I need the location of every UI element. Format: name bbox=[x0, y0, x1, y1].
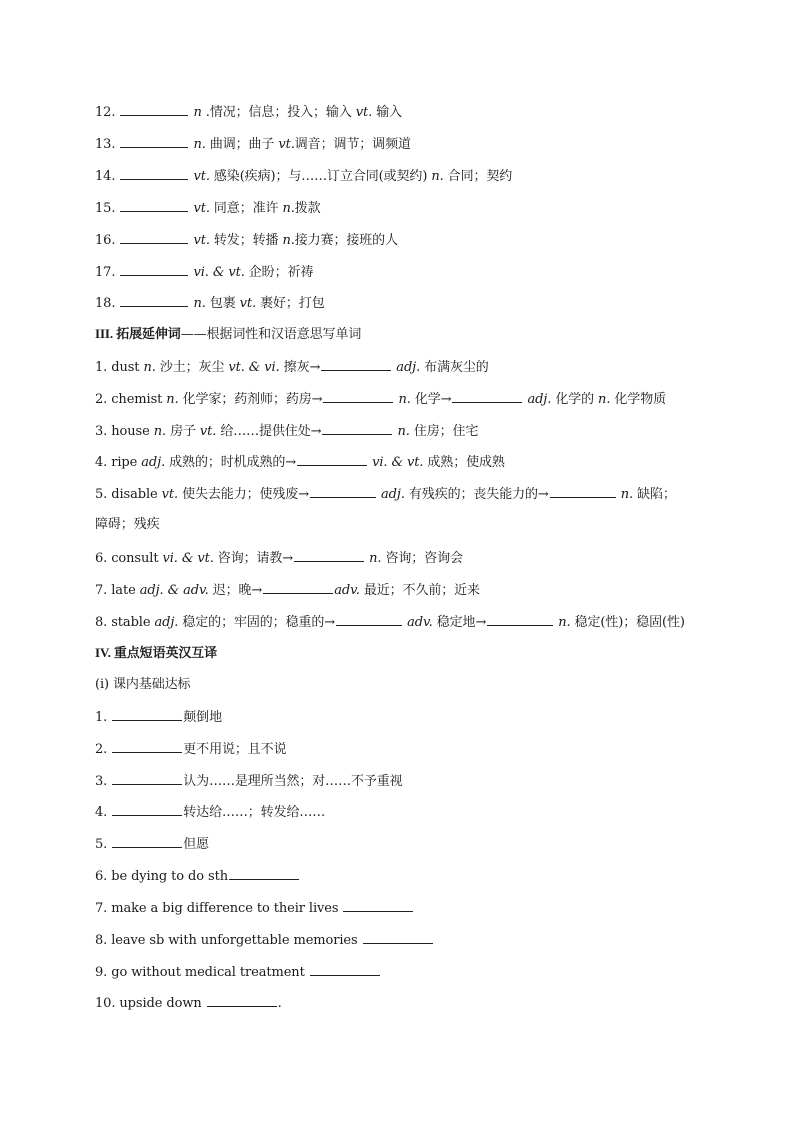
definition: 企盼；祈祷 bbox=[244, 265, 314, 280]
answer-blank[interactable] bbox=[112, 834, 182, 848]
phrase-item-1 bbox=[95, 707, 715, 727]
definition: 稳定地→ bbox=[432, 615, 487, 630]
answer-blank[interactable] bbox=[487, 612, 553, 626]
part-of-speech: vt. bbox=[193, 233, 210, 248]
phrase-meaning: 认为……是理所当然；对……不予重视 bbox=[183, 774, 403, 789]
definition: 裹好；打包 bbox=[256, 296, 325, 311]
section-title: 重点短语英汉互译 bbox=[113, 646, 218, 661]
definition: 沙土；灰尘 bbox=[155, 360, 229, 375]
part-of-speech: n. bbox=[166, 392, 179, 407]
headword: 7. late bbox=[95, 583, 140, 598]
ext-item-5 bbox=[95, 484, 715, 504]
phrase-item-7 bbox=[95, 898, 715, 918]
subsection-heading bbox=[95, 676, 715, 694]
item-number: 3. bbox=[95, 774, 108, 789]
ext-item-4 bbox=[95, 452, 715, 472]
definition: 房子 bbox=[166, 424, 200, 439]
part-of-speech: vi. & vt. bbox=[368, 455, 424, 470]
phrase-english: 10. upside down bbox=[95, 996, 206, 1011]
item-number: 12. bbox=[95, 105, 116, 120]
definition: .情况；信息；投入；输入 bbox=[201, 105, 356, 120]
part-of-speech: n bbox=[193, 105, 202, 120]
item-number: 14. bbox=[95, 169, 116, 184]
item-number: 15. bbox=[95, 201, 116, 216]
definition: 缺陷； bbox=[633, 487, 676, 502]
definition: 咨询；咨询会 bbox=[381, 551, 463, 566]
answer-blank[interactable] bbox=[322, 421, 392, 435]
phrase-item-10 bbox=[95, 993, 715, 1013]
part-of-speech: n. bbox=[282, 233, 295, 248]
answer-blank[interactable] bbox=[343, 898, 413, 912]
ext-item-2 bbox=[95, 389, 715, 409]
definition: 拨款 bbox=[294, 201, 321, 216]
part-of-speech: n. bbox=[431, 169, 444, 184]
answer-blank[interactable] bbox=[112, 707, 182, 721]
answer-blank[interactable] bbox=[452, 389, 522, 403]
vocab-item-16 bbox=[95, 230, 715, 250]
phrase-item-4 bbox=[95, 802, 715, 822]
answer-blank[interactable] bbox=[207, 993, 277, 1007]
item-number: 16. bbox=[95, 233, 116, 248]
definition: 接力赛；接班的人 bbox=[294, 233, 398, 248]
answer-blank[interactable] bbox=[321, 357, 391, 371]
vocab-item-12 bbox=[95, 102, 715, 122]
answer-blank[interactable] bbox=[336, 612, 402, 626]
phrase-item-5 bbox=[95, 834, 715, 854]
ext-item-8 bbox=[95, 612, 715, 632]
item-number: 1. bbox=[95, 710, 108, 725]
part-of-speech: adj. bbox=[523, 392, 552, 407]
definition: 迟；晚→ bbox=[208, 583, 263, 598]
part-of-speech: vi. & vt. bbox=[193, 265, 245, 280]
part-of-speech: vt. bbox=[199, 424, 217, 439]
answer-blank[interactable] bbox=[120, 166, 188, 180]
answer-blank[interactable] bbox=[120, 102, 188, 116]
ext-item-1 bbox=[95, 357, 715, 377]
part-of-speech: adj. bbox=[154, 615, 179, 630]
definition: 感染(疾病)；与……订立合同(或契约) bbox=[209, 169, 432, 184]
part-of-speech: vt. bbox=[193, 201, 210, 216]
part-of-speech: vt. bbox=[355, 105, 373, 120]
phrase-meaning: 颠倒地 bbox=[183, 710, 222, 725]
definition: 有残疾的；丧失能力的→ bbox=[404, 487, 549, 502]
phrase-item-2 bbox=[95, 739, 715, 759]
definition: 化学→ bbox=[410, 392, 452, 407]
answer-blank[interactable] bbox=[550, 484, 616, 498]
subsection-title: (i) 课内基础达标 bbox=[95, 677, 191, 692]
section-title: 拓展延伸词 bbox=[116, 327, 181, 342]
headword: 1. dust bbox=[95, 360, 144, 375]
definition: 成熟的；时机成熟的→ bbox=[165, 455, 297, 470]
answer-blank[interactable] bbox=[323, 389, 393, 403]
phrase-item-8 bbox=[95, 930, 715, 950]
headword: 6. consult bbox=[95, 551, 163, 566]
phrase-english: 9. go without medical treatment bbox=[95, 965, 309, 980]
definition: 障碍；残疾 bbox=[95, 517, 160, 532]
part-of-speech: adv. bbox=[334, 583, 360, 598]
definition: 住房；住宅 bbox=[409, 424, 479, 439]
vocab-item-15 bbox=[95, 198, 715, 218]
part-of-speech: n. bbox=[365, 551, 382, 566]
item-number: 2. bbox=[95, 742, 108, 757]
vocab-item-13 bbox=[95, 134, 715, 154]
definition: 使失去能力；使残废→ bbox=[178, 487, 309, 502]
answer-blank[interactable] bbox=[120, 230, 188, 244]
answer-blank[interactable] bbox=[120, 293, 188, 307]
definition: 咨询；请教→ bbox=[213, 551, 294, 566]
part-of-speech: n. bbox=[143, 360, 156, 375]
answer-blank[interactable] bbox=[297, 452, 367, 466]
answer-blank[interactable] bbox=[112, 802, 182, 816]
ext-item-5-continued bbox=[95, 516, 715, 534]
phrase-meaning: 转达给……；转发给…… bbox=[183, 805, 326, 820]
part-of-speech: n. bbox=[393, 424, 410, 439]
part-of-speech: vi. & vt. bbox=[162, 551, 214, 566]
item-number: 13. bbox=[95, 137, 116, 152]
part-of-speech: vt. & vi. bbox=[228, 360, 280, 375]
answer-blank[interactable] bbox=[120, 134, 188, 148]
answer-blank[interactable] bbox=[120, 198, 188, 212]
answer-blank[interactable] bbox=[229, 866, 299, 880]
part-of-speech: n. bbox=[282, 201, 295, 216]
answer-blank[interactable] bbox=[363, 930, 433, 944]
part-of-speech: n. bbox=[394, 392, 411, 407]
definition: 稳定(性)；稳固(性) bbox=[570, 615, 685, 630]
definition: 擦灰→ bbox=[279, 360, 321, 375]
answer-blank[interactable] bbox=[310, 484, 376, 498]
definition: 化学物质 bbox=[610, 392, 666, 407]
answer-blank[interactable] bbox=[112, 739, 182, 753]
definition: 曲调；曲子 bbox=[205, 137, 279, 152]
section-roman: III. bbox=[95, 326, 117, 341]
section-dash: —— bbox=[180, 327, 207, 342]
phrase-english: 6. be dying to do sth bbox=[95, 869, 228, 884]
definition: 化学家；药剂师；药房→ bbox=[178, 392, 323, 407]
headword: 5. disable bbox=[95, 487, 162, 502]
vocab-item-18 bbox=[95, 293, 715, 313]
item-number: 17. bbox=[95, 265, 116, 280]
part-of-speech: adj. bbox=[377, 487, 405, 502]
ext-item-6 bbox=[95, 548, 715, 568]
headword: 3. house bbox=[95, 424, 154, 439]
headword: 2. chemist bbox=[95, 392, 167, 407]
item-number: 4. bbox=[95, 805, 108, 820]
part-of-speech: n. bbox=[554, 615, 571, 630]
definition: 布满灰尘的 bbox=[420, 360, 489, 375]
answer-blank[interactable] bbox=[294, 548, 364, 562]
ext-item-3 bbox=[95, 421, 715, 441]
answer-blank[interactable] bbox=[120, 262, 188, 276]
definition: 给……提供住处→ bbox=[216, 424, 322, 439]
part-of-speech: adv. bbox=[403, 615, 433, 630]
definition: 最近；不久前；近来 bbox=[359, 583, 480, 598]
definition: 化学的 bbox=[551, 392, 599, 407]
phrase-item-6 bbox=[95, 866, 715, 886]
ext-item-7 bbox=[95, 580, 715, 600]
vocab-item-17 bbox=[95, 262, 715, 282]
part-of-speech: vt. bbox=[161, 487, 179, 502]
phrase-meaning: 更不用说；且不说 bbox=[183, 742, 287, 757]
definition: 成熟；使成熟 bbox=[423, 455, 505, 470]
definition: 稳定的；牢固的；稳重的→ bbox=[178, 615, 336, 630]
phrase-english: 8. leave sb with unforgettable memories bbox=[95, 933, 362, 948]
answer-blank[interactable] bbox=[263, 580, 333, 594]
definition: 同意；准许 bbox=[209, 201, 283, 216]
section-heading-3 bbox=[95, 325, 715, 344]
answer-blank[interactable] bbox=[310, 962, 380, 976]
item-number: 5. bbox=[95, 837, 108, 852]
phrase-meaning: 但愿 bbox=[183, 837, 210, 852]
section-heading-4 bbox=[95, 644, 715, 663]
part-of-speech: vt. bbox=[239, 296, 257, 311]
definition: 合同；契约 bbox=[443, 169, 513, 184]
trailing-punctuation: . bbox=[277, 996, 282, 1011]
part-of-speech: n. bbox=[193, 137, 206, 152]
phrase-item-3 bbox=[95, 771, 715, 791]
part-of-speech: adj. bbox=[392, 360, 421, 375]
answer-blank[interactable] bbox=[112, 771, 182, 785]
part-of-speech: vt. bbox=[193, 169, 210, 184]
part-of-speech: vt. bbox=[278, 137, 295, 152]
definition: 转发；转播 bbox=[209, 233, 283, 248]
section-subtitle: 根据词性和汉语意思写单词 bbox=[206, 327, 362, 342]
definition: 输入 bbox=[372, 105, 402, 120]
part-of-speech: n. bbox=[153, 424, 167, 439]
part-of-speech: adj. bbox=[141, 455, 166, 470]
definition: 包裹 bbox=[205, 296, 240, 311]
phrase-item-9 bbox=[95, 962, 715, 982]
part-of-speech: n. bbox=[193, 296, 206, 311]
part-of-speech: n. bbox=[598, 392, 611, 407]
part-of-speech: adj. & adv. bbox=[139, 583, 209, 598]
phrase-english: 7. make a big difference to their lives bbox=[95, 901, 343, 916]
vocab-item-14 bbox=[95, 166, 715, 186]
definition: 调音；调节；调频道 bbox=[294, 137, 411, 152]
item-number: 18. bbox=[95, 296, 116, 311]
headword: 4. ripe bbox=[95, 455, 142, 470]
part-of-speech: n. bbox=[616, 487, 634, 502]
section-roman: IV. bbox=[95, 645, 114, 660]
headword: 8. stable bbox=[95, 615, 155, 630]
